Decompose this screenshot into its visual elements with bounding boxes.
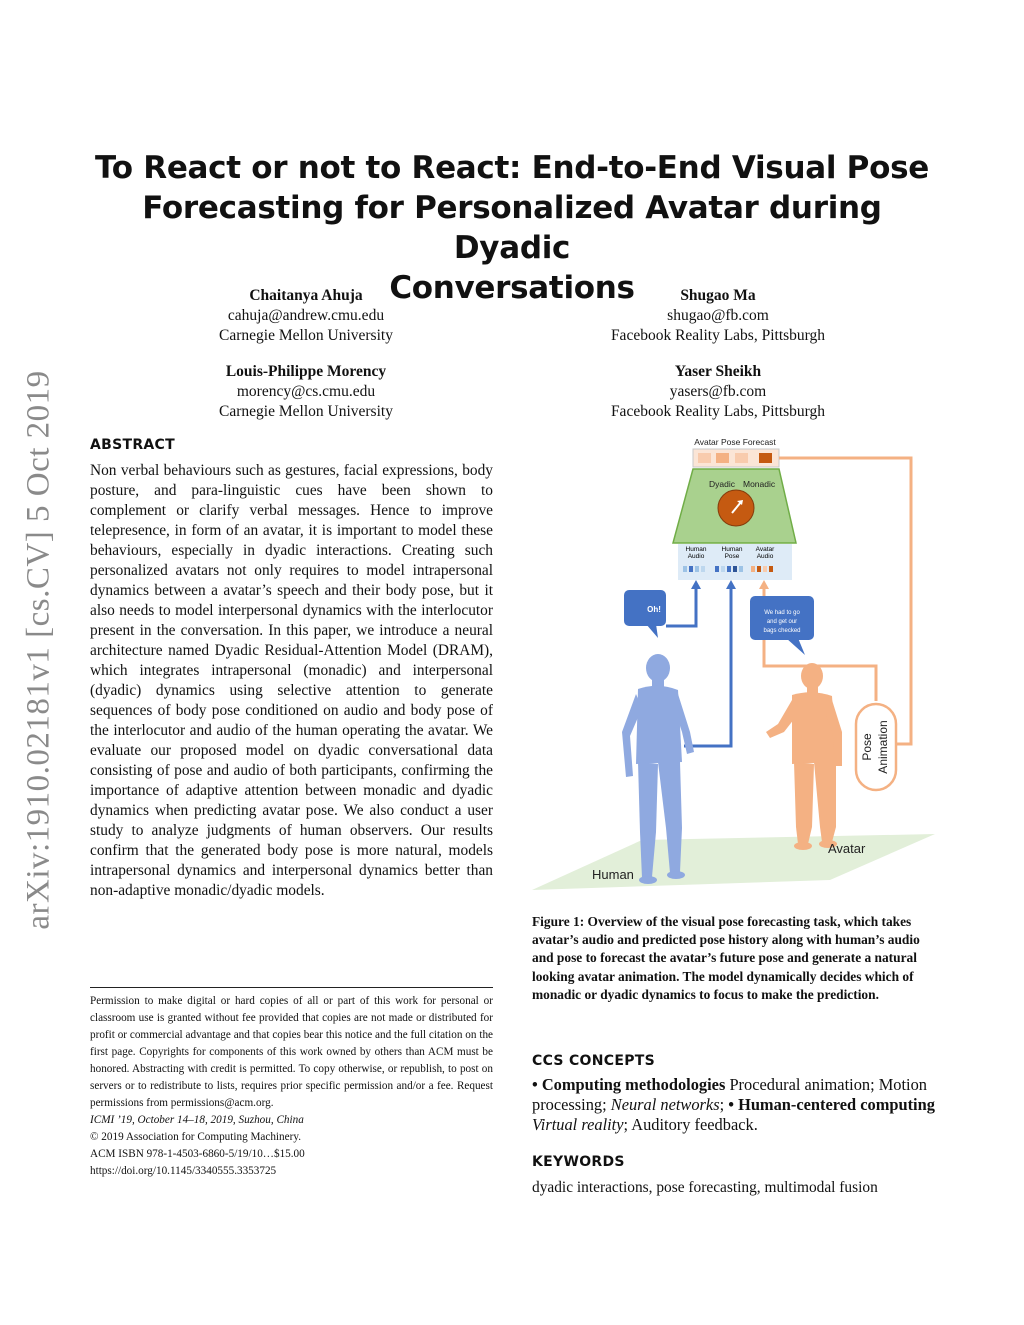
author-affiliation: Facebook Reality Labs, Pittsburgh	[610, 403, 826, 420]
permission-block	[90, 993, 493, 1180]
author-name: Louis-Philippe Morency	[225, 363, 387, 380]
author-block	[508, 286, 928, 346]
author-email: morency@cs.cmu.edu	[236, 383, 376, 400]
author-affiliation: Facebook Reality Labs, Pittsburgh	[610, 327, 826, 344]
arrow-head	[691, 580, 701, 589]
forecast-cell	[735, 453, 748, 463]
figure-caption: Figure 1: Overview of the visual pose forecasting task, which takes avatar’s audio and predicted pose history along with human’s audio and pose to forecast the avatar’s future pose and generate a natural looking avatar animation. The model dynamically decides which of monadic or dyadic dynamics to focus to make the prediction.	[532, 914, 920, 1002]
author-name: Shugao Ma	[680, 287, 756, 304]
arrow-head	[726, 580, 736, 589]
ccs-concepts	[532, 1075, 972, 1135]
monadic-label: Monadic	[743, 479, 776, 489]
human-label: Human	[592, 867, 634, 882]
input-label: Pose	[724, 553, 740, 560]
venue-line: ICMI ’19, October 14–18, 2019, Suzhou, China	[90, 1114, 304, 1126]
input-sequence-tiles	[683, 566, 773, 572]
author-name: Chaitanya Ahuja	[249, 287, 363, 304]
human-bubble-text: Oh!	[647, 605, 661, 614]
avatar-label: Avatar	[828, 841, 866, 856]
ccs-term: Neural networks	[610, 1095, 720, 1114]
input-label: Human	[721, 546, 743, 553]
author-affiliation: Carnegie Mellon University	[219, 403, 393, 420]
input-label: Avatar	[755, 546, 775, 553]
ccs-category: • Human-centered computing	[728, 1095, 935, 1114]
footnote-rule	[90, 987, 493, 988]
arxiv-stamp	[14, 370, 64, 930]
input-label: Human	[685, 546, 707, 553]
keywords-list: dyadic interactions, pose forecasting, multimodal fusion	[532, 1179, 878, 1196]
author-email: cahuja@andrew.cmu.edu	[227, 307, 385, 324]
pose-animation-label: Pose	[860, 733, 874, 761]
abstract-body: Non verbal behaviours such as gestures, facial expressions, body posture, and para-linguistic cues have been shown to complement or clarify verbal messages. Hence to improve telepresence, in form of an avatar, it is important to model these behaviours, especially in dyadic interactions. Creating such personalized avatars not only requires to model intrapersonal dynamics between a avatar’s speech and their body pose, but it also needs to model interpersonal dynamics with the interlocutor present in the conversation. In this paper, we introduce a neural architecture named Dyadic Residual-Attention Model (DRAM), which integrates intrapersonal (monadic) and interpersonal (dyadic) dynamics using selective attention to generate sequences of body pose conditioned on audio and body pose of the interlocutor and audio of the human operating the avatar. We evaluate our proposed model on dyadic conversational data consisting of pose and audio of both participants, confirming the importance of adaptive attention between monadic and dyadic dynamics when predicting avatar pose. We also conduct a user study to analyze judgments of human observers. Our results confirm that the generated body pose is more natural, models intrapersonal dynamics and interpersonal dynamics better than non-adaptive monadic/dyadic models.	[90, 462, 493, 899]
author-affiliation: Carnegie Mellon University	[219, 327, 393, 344]
avatar-bubble-text: bags checked	[763, 628, 801, 634]
author-block	[508, 362, 928, 422]
ccs-term: ; Auditory feedback.	[623, 1115, 758, 1134]
abstract-heading: ABSTRACT	[90, 437, 175, 453]
title-line: Conversations	[389, 270, 635, 306]
author-block	[96, 362, 516, 422]
arrow-head	[759, 580, 769, 589]
forecast-label: Avatar Pose Forecast	[694, 437, 776, 447]
author-block	[96, 286, 516, 346]
copyright-line: © 2019 Association for Computing Machinery.	[90, 1131, 301, 1143]
title-line: Forecasting for Personalized Avatar during Dyadic	[142, 190, 882, 266]
isbn-line: ACM ISBN 978-1-4503-6860-5/19/10…$15.00	[90, 1148, 305, 1160]
forecast-cell	[759, 453, 772, 463]
input-label: Audio	[687, 553, 705, 560]
keywords-heading: KEYWORDS	[532, 1154, 625, 1170]
paper-title	[90, 148, 934, 308]
author-email: shugao@fb.com	[667, 307, 769, 324]
forecast-cell	[698, 453, 711, 463]
ccs-term: Virtual reality	[532, 1115, 624, 1134]
avatar-bubble-text: We had to go	[764, 610, 800, 616]
avatar-figure	[766, 663, 842, 850]
ccs-category: • Computing methodologies	[532, 1075, 726, 1094]
doi-link[interactable]: https://doi.org/10.1145/3340555.3353725	[90, 1165, 277, 1177]
permission-text: Permission to make digital or hard copies of all or part of this work for personal or classroom use is granted without fee provided that copies are not made or distributed for profit or commercial advantage and that copies bear this notice and the full citation on the first page. Copyrights for components of this work owned by others than ACM must be honored. Abstracting with credit is permitted. To copy otherwise, or republish, to post on servers or to redistribute to lists, requires prior specific permission and/or a fee. Request permissions from permissions@acm.org.	[90, 995, 493, 1109]
ccs-term: Procedural animation; Motion processing;	[532, 1075, 928, 1114]
ccs-heading: CCS CONCEPTS	[532, 1053, 655, 1069]
figure-1	[530, 432, 950, 902]
title-line: To React or not to React: End-to-End Visual Pose	[95, 150, 929, 186]
author-email: yasers@fb.com	[669, 383, 767, 400]
human-pose-line	[684, 585, 731, 746]
forecast-cell	[716, 453, 729, 463]
author-name: Yaser Sheikh	[674, 363, 762, 380]
arxiv-id: arXiv:1910.02181v1 [cs.CV] 5 Oct 2019	[20, 370, 57, 930]
pose-animation-label: Animation	[876, 720, 890, 774]
avatar-bubble-text: and get our	[766, 619, 798, 625]
human-audio-line	[666, 585, 696, 626]
ccs-sep: ;	[719, 1095, 729, 1114]
dyadic-label: Dyadic	[709, 479, 735, 489]
input-label: Audio	[756, 553, 774, 560]
